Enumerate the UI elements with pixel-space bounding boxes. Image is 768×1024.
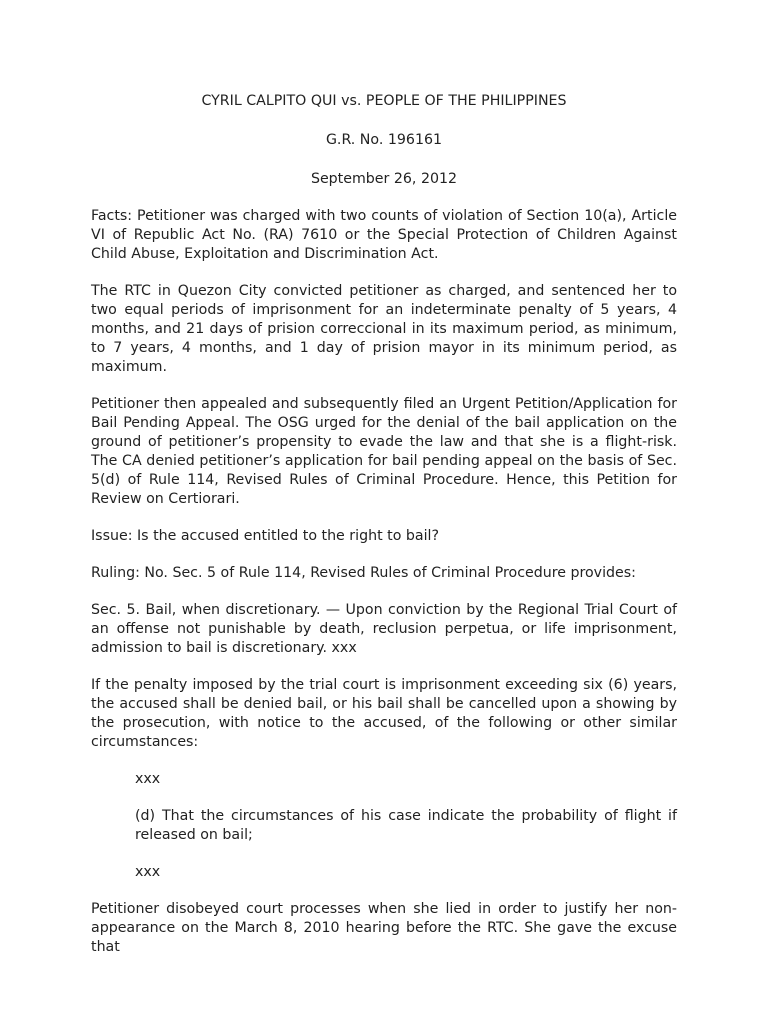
case-title: CYRIL CALPITO QUI vs. PEOPLE OF THE PHILIPPINES [201,93,567,109]
disobeyed-paragraph: Petitioner disobeyed court processes when she lied in order to justify her non-appearance on the March 8, 2010 hearing before the RTC. She gave the excuse that [91,901,677,955]
xxx-marker-2: xxx [135,864,161,880]
facts-paragraph: Facts: Petitioner was charged with two counts of violation of Section 10(a), Article VI of Republic Act No. (RA) 7610 or the Special Protection of Children Against Child Abuse, Exploitation and Discrimination Act. [91,208,677,262]
issue-paragraph: Issue: Is the accused entitled to the right to bail? [91,528,440,544]
xxx-marker-1: xxx [135,771,161,787]
section-5-paragraph: Sec. 5. Bail, when discretionary. — Upon conviction by the Regional Trial Court of an offense not punishable by death, reclusion perpetua, or life imprisonment, admission to bail is discretionary. xxx [91,602,677,656]
ruling-paragraph: Ruling: No. Sec. 5 of Rule 114, Revised Rules of Criminal Procedure provides: [91,565,636,581]
penalty-paragraph: If the penalty imposed by the trial court is imprisonment exceeding six (6) years, the accused shall be denied bail, or his bail shall be cancelled upon a showing by the prosecution, with notice to the accused, of the following or other similar circumstances: [91,677,677,750]
rtc-paragraph: The RTC in Quezon City convicted petitioner as charged, and sentenced her to two equal periods of imprisonment for an indeterminate penalty of 5 years, 4 months, and 21 days of prision correccional in its maximum period, as minimum, to 7 years, 4 months, and 1 day of prision mayor in its minimum period, as maximum. [91,283,677,375]
case-date: September 26, 2012 [310,171,458,187]
clause-d-paragraph: (d) That the circumstances of his case indicate the probability of flight if released on bail; [135,808,677,843]
case-number: G.R. No. 196161 [325,132,443,148]
appeal-paragraph: Petitioner then appealed and subsequently filed an Urgent Petition/Application for Bail Pending Appeal. The OSG urged for the denial of the bail application on the ground of petitioner’s propensity to evade the law and that she is a flight-risk. The CA denied petitioner’s application for bail pending appeal on the basis of Sec. 5(d) of Rule 114, Revised Rules of Criminal Procedure. Hence, this Petition for Review on Certiorari. [91,396,677,507]
